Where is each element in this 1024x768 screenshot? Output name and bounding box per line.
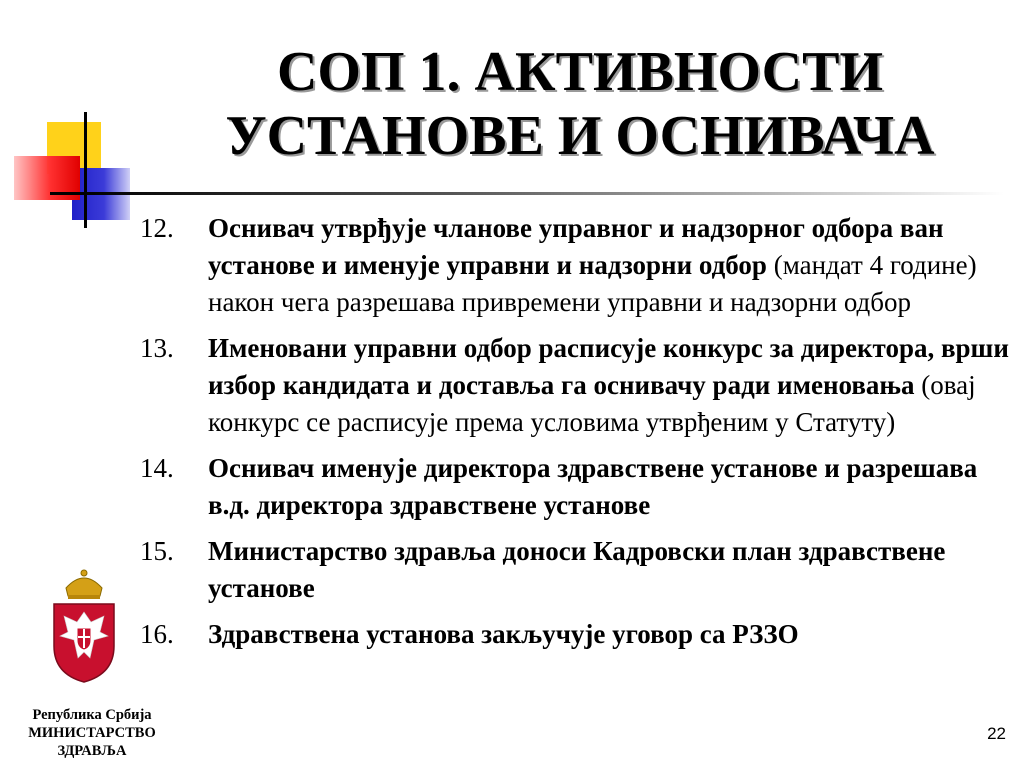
title-rule <box>84 192 1004 195</box>
org-line-2: МИНИСТАРСТВО <box>28 725 156 741</box>
serbian-coat-of-arms-icon <box>44 566 124 686</box>
item-number: 13. <box>140 333 174 363</box>
item-bold-text: Оснивач утврђује чланове управног и надзорног одбора ван установе и именује управни и надзорни одбор <box>208 213 944 280</box>
list-item <box>140 330 1015 441</box>
item-bold-text: Именовани управни одбор расписује конкурс за директора, врши избор кандидата и доставља га оснивачу ради именовања <box>208 333 1009 400</box>
item-number: 16. <box>140 619 174 649</box>
list-item <box>140 616 1015 653</box>
list-item <box>140 533 1015 607</box>
item-number: 14. <box>140 453 174 483</box>
title-line-1: СОП 1. АКТИВНОСТИ <box>276 41 884 103</box>
vertical-line <box>84 112 87 228</box>
item-normal-text: (овај конкурс се расписује према условима утврђеним у Статуту) <box>208 370 976 437</box>
numbered-list <box>140 210 1015 662</box>
list-item <box>140 210 1015 321</box>
item-number: 12. <box>140 213 174 243</box>
page-number: 22 <box>987 724 1006 743</box>
item-normal-text: (мандат 4 године) након чега разрешава привремени управни и надзорни одбор <box>208 250 977 317</box>
org-line-3: ЗДРАВЉА <box>57 743 127 759</box>
ministry-label <box>0 706 184 760</box>
slide-title <box>150 40 1010 168</box>
item-bold-text: Оснивач именује директора здравствене установе и разрешава в.д. директора здравствене установе <box>208 453 978 520</box>
item-bold-text: Министарство здравља доноси Кадровски план здравствене установе <box>208 536 946 603</box>
title-line-2: УСТАНОВЕ И ОСНИВАЧА <box>225 105 935 167</box>
decorative-squares <box>0 0 160 240</box>
item-number: 15. <box>140 536 174 566</box>
org-line-1: Република Србија <box>32 707 152 723</box>
item-bold-text: Здравствена установа закључује уговор са РЗЗО <box>208 619 799 649</box>
list-item <box>140 450 1015 524</box>
